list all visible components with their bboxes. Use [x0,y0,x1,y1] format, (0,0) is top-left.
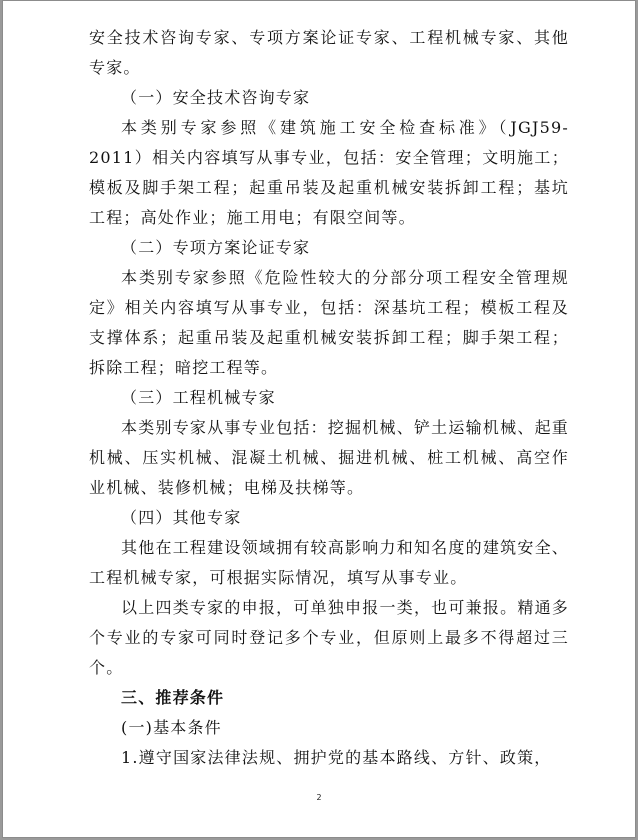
paragraph-special-plan: 本类别专家参照《危险性较大的分部分项工程安全管理规定》相关内容填写从事专业，包括：深基坑工程；模板工程及支撑体系；起重吊装及起重机械安装拆卸工程；脚手架工程；拆除工程；暗挖工程等。 [89,268,569,377]
subheading-basic-conditions: (一)基本条件 [121,718,222,737]
subheading-special-plan: （二）专项方案论证专家 [121,238,311,257]
section-heading-recommendation: 三、推荐条件 [121,688,225,707]
subheading-safety-consulting: （一）安全技术咨询专家 [121,88,311,107]
subheading-other-experts: （四）其他专家 [121,508,242,527]
subheading-machinery: （三）工程机械专家 [121,388,276,407]
paragraph-expert-categories: 安全技术咨询专家、专项方案论证专家、工程机械专家、其他专家。 [89,28,569,77]
page-number: 2 [316,793,322,802]
paragraph-safety-consulting: 本类别专家参照《建筑施工安全检查标准》（JGJ59-2011）相关内容填写从事专业，包括：安全管理；文明施工；模板及脚手架工程；起重吊装及起重机械安装拆卸工程；基坑工程；高处作业；施工用电；有限空间等。 [89,118,569,227]
document-page [2,0,636,838]
paragraph-machinery: 本类别专家从事专业包括：挖掘机械、铲土运输机械、起重机械、压实机械、混凝土机械、掘进机械、桩工机械、高空作业机械、装修机械；电梯及扶梯等。 [89,418,569,497]
paragraph-other-experts: 其他在工程建设领域拥有较高影响力和知名度的建筑安全、工程机械专家，可根据实际情况，填写从事专业。 [89,538,569,587]
page-content [89,23,569,773]
paragraph-condition-1: 1.遵守国家法律法规、拥护党的基本路线、方针、政策， [121,748,552,767]
paragraph-application-rules: 以上四类专家的申报，可单独申报一类，也可兼报。精通多个专业的专家可同时登记多个专业，但原则上最多不得超过三个。 [89,598,569,677]
